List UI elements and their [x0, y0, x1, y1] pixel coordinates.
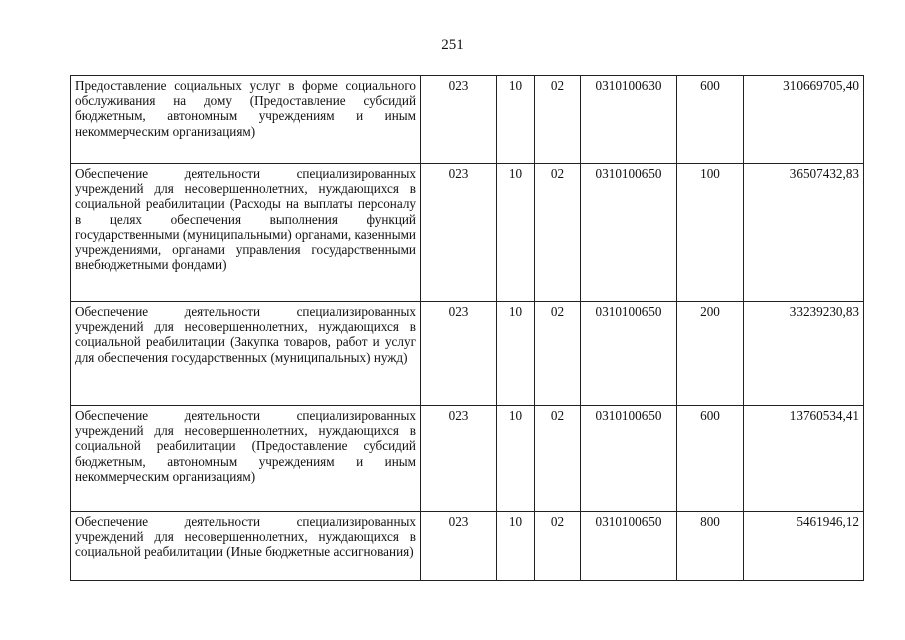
expense-type-code: 800 — [677, 512, 744, 581]
table-row — [71, 164, 864, 302]
section-code: 10 — [497, 302, 535, 406]
target-article-code: 0310100630 — [581, 76, 677, 164]
table-row — [71, 512, 864, 581]
section-code: 10 — [497, 512, 535, 581]
section-code: 10 — [497, 164, 535, 302]
expense-type-code: 600 — [677, 76, 744, 164]
subsection-code: 02 — [535, 164, 581, 302]
ministry-code: 023 — [421, 512, 497, 581]
ministry-code: 023 — [421, 164, 497, 302]
section-code: 10 — [497, 406, 535, 512]
target-article-code: 0310100650 — [581, 512, 677, 581]
expense-description: Обеспечение деятельности специализированных учреждений для несовершеннолетних, нуждающихся в социальной реабилитации (Расходы на выплаты персоналу в целях обеспечения выполнения функций государственными (муниципальными) органами, казенными учреждениями, органами управления государственными внебюджетными фондами) — [71, 164, 421, 302]
expense-description: Обеспечение деятельности специализированных учреждений для несовершеннолетних, нуждающихся в социальной реабилитации (Предоставление субсидий бюджетным, автономным учреждениям и иным некоммерческим организациям) — [71, 406, 421, 512]
subsection-code: 02 — [535, 512, 581, 581]
amount-value: 33239230,83 — [744, 302, 864, 406]
expense-type-code: 100 — [677, 164, 744, 302]
ministry-code: 023 — [421, 302, 497, 406]
ministry-code: 023 — [421, 76, 497, 164]
subsection-code: 02 — [535, 302, 581, 406]
amount-value: 5461946,12 — [744, 512, 864, 581]
page-number: 251 — [441, 37, 464, 53]
target-article-code: 0310100650 — [581, 302, 677, 406]
ministry-code: 023 — [421, 406, 497, 512]
section-code: 10 — [497, 76, 535, 164]
expense-description: Обеспечение деятельности специализированных учреждений для несовершеннолетних, нуждающихся в социальной реабилитации (Закупка товаров, работ и услуг для обеспечения государственных (муниципальных) нужд) — [71, 302, 421, 406]
target-article-code: 0310100650 — [581, 164, 677, 302]
table-row — [71, 302, 864, 406]
subsection-code: 02 — [535, 76, 581, 164]
amount-value: 310669705,40 — [744, 76, 864, 164]
subsection-code: 02 — [535, 406, 581, 512]
budget-table — [70, 75, 864, 581]
amount-value: 36507432,83 — [744, 164, 864, 302]
expense-type-code: 200 — [677, 302, 744, 406]
table-row — [71, 406, 864, 512]
table-row — [71, 76, 864, 164]
expense-type-code: 600 — [677, 406, 744, 512]
amount-value: 13760534,41 — [744, 406, 864, 512]
expense-description: Предоставление социальных услуг в форме социального обслуживания на дому (Предоставление субсидий бюджетным, автономным учреждениям и иным некоммерческим организациям) — [71, 76, 421, 164]
target-article-code: 0310100650 — [581, 406, 677, 512]
expense-description: Обеспечение деятельности специализированных учреждений для несовершеннолетних, нуждающихся в социальной реабилитации (Иные бюджетные ассигнования) — [71, 512, 421, 581]
